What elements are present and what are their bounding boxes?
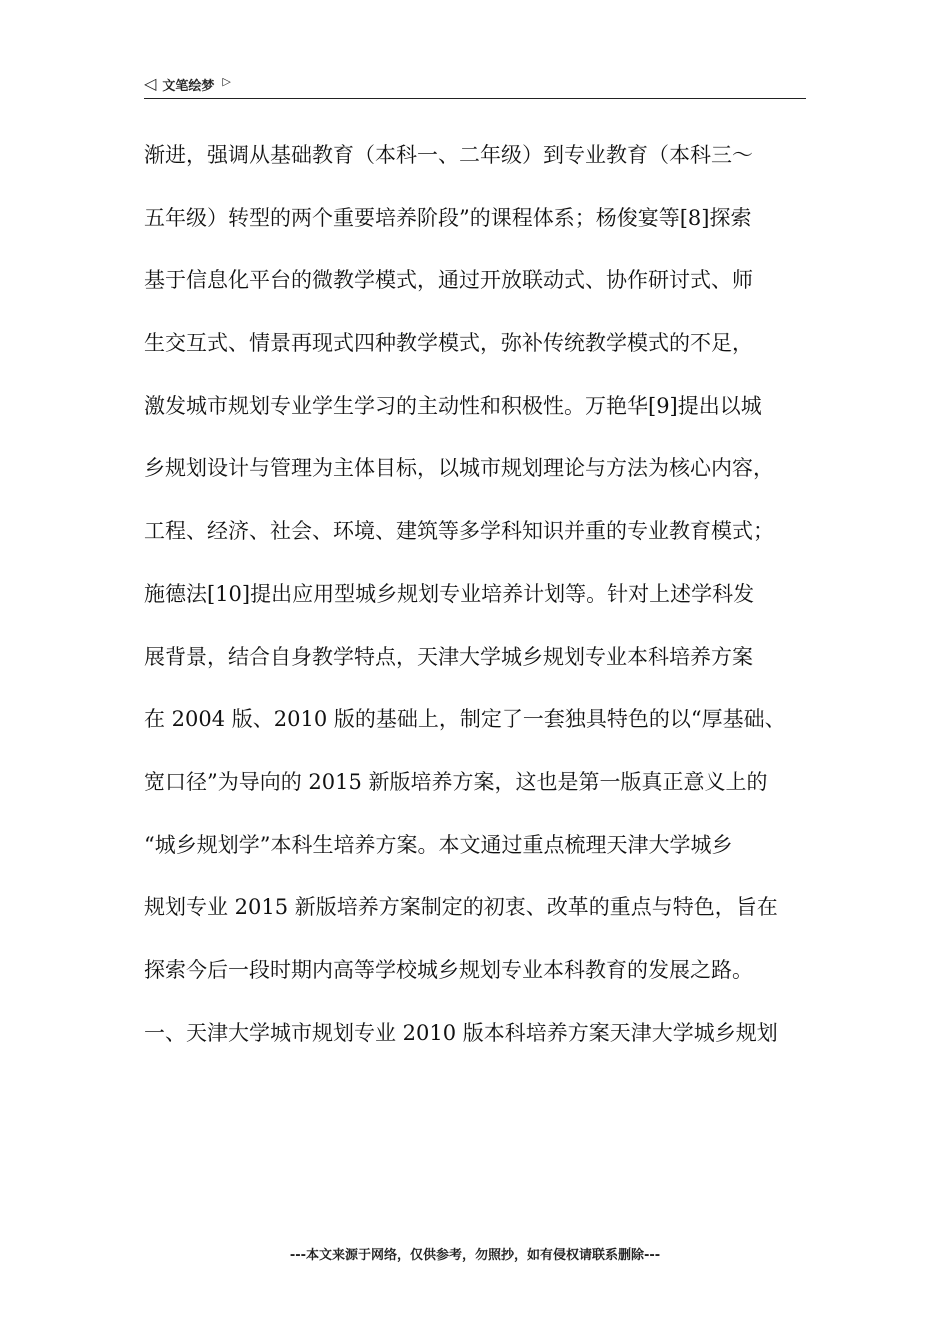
text-line-7: 工程、经济、社会、环境、建筑等多学科知识并重的专业教育模式； xyxy=(144,519,774,544)
text-line-8: 施德法[10]提出应用型城乡规划专业培养计划等。针对上述学科发 xyxy=(144,581,755,606)
text-line-9: 展背景，结合自身教学特点，天津大学城乡规划专业本科培养方案 xyxy=(144,644,753,669)
text-line-1: 渐进，强调从基础教育（本科一、二年级）到专业教育（本科三～ xyxy=(144,143,753,167)
text-line-15: 一、天津大学城市规划专业 2010 版本科培养方案天津大学城乡规划 xyxy=(144,1020,778,1045)
header-title: 文笔绘梦 xyxy=(162,78,215,94)
text-line-12: “城乡规划学”本科生培养方案。本文通过重点梳理天津大学城乡 xyxy=(144,832,733,857)
text-line-14: 探索今后一段时期内高等学校城乡规划专业本科教育的发展之路。 xyxy=(144,957,753,982)
footer-notice: ---本文来源于网络，仅供参考，勿照抄，如有侵权请联系删除--- xyxy=(289,1248,661,1263)
left-triangle-icon: ◁ xyxy=(144,74,157,93)
text-line-13: 规划专业 2015 新版培养方案制定的初衷、改革的重点与特色，旨在 xyxy=(144,895,778,920)
text-line-5: 激发城市规划专业学生学习的主动性和积极性。万艳华[9]提出以城 xyxy=(144,393,762,418)
text-line-4: 生交互式、情景再现式四种教学模式，弥补传统教学模式的不足， xyxy=(144,331,753,356)
text-line-3: 基于信息化平台的微教学模式，通过开放联动式、协作研讨式、师 xyxy=(144,268,753,293)
text-line-11: 宽口径”为导向的 2015 新版培养方案，这也是第一版真正意义上的 xyxy=(144,769,768,794)
page-header xyxy=(144,70,806,99)
text-line-6: 乡规划设计与管理为主体目标，以城市规划理论与方法为核心内容， xyxy=(144,456,774,481)
body-text xyxy=(144,124,824,1064)
text-line-10: 在 2004 版、2010 版的基础上，制定了一套独具特色的以“厚基础、 xyxy=(144,707,786,732)
right-triangle-icon: ▷ xyxy=(222,74,231,88)
text-line-2: 五年级）转型的两个重要培养阶段”的课程体系；杨俊宴等[8]探索 xyxy=(144,205,752,230)
